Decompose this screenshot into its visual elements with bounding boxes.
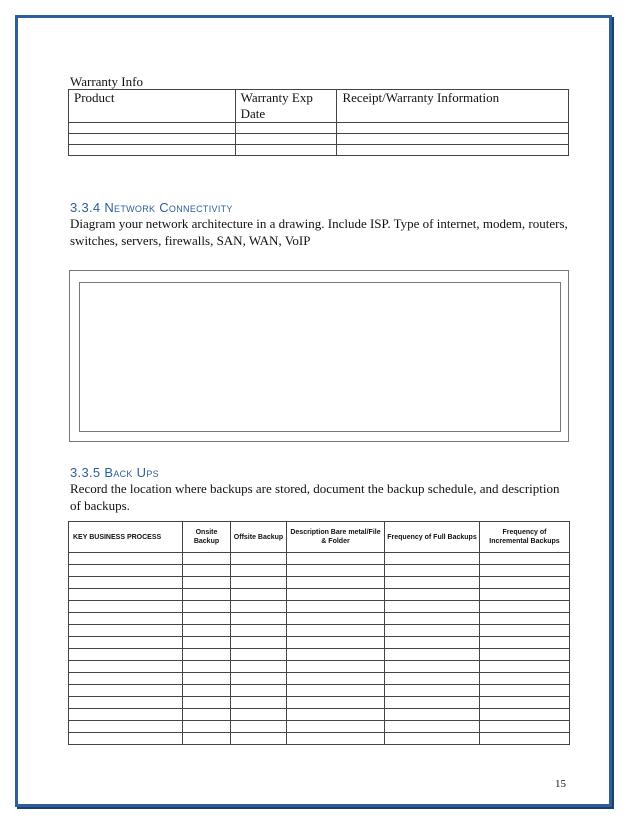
table-cell[interactable] [69,553,183,565]
table-row [69,565,570,577]
warranty-table [68,89,569,156]
table-row [69,577,570,589]
table-cell[interactable] [231,637,287,649]
table-cell[interactable] [183,721,231,733]
warranty-header-row [69,90,569,123]
table-cell[interactable] [287,661,385,673]
table-cell[interactable] [69,123,236,134]
table-cell[interactable] [183,565,231,577]
table-cell[interactable] [287,601,385,613]
table-cell[interactable] [385,721,480,733]
table-cell[interactable] [480,565,570,577]
table-cell[interactable] [337,123,569,134]
table-cell[interactable] [385,673,480,685]
table-cell[interactable] [183,709,231,721]
table-cell[interactable] [480,697,570,709]
backups-header-offsite: Offsite Backup [231,522,287,553]
table-cell[interactable] [183,553,231,565]
table-cell[interactable] [287,577,385,589]
table-cell[interactable] [480,673,570,685]
table-cell[interactable] [231,649,287,661]
table-cell[interactable] [231,577,287,589]
table-cell[interactable] [69,613,183,625]
table-cell[interactable] [183,601,231,613]
table-cell[interactable] [69,134,236,145]
table-cell[interactable] [69,721,183,733]
backups-header-full-frequency: Frequency of Full Backups [385,522,480,553]
backups-section-title [70,465,159,480]
network-section-number: 3.3.4 [70,200,101,215]
table-cell[interactable] [385,601,480,613]
network-section-title [70,200,233,215]
table-cell[interactable] [231,625,287,637]
table-cell[interactable] [69,733,183,745]
table-cell[interactable] [385,565,480,577]
table-cell[interactable] [183,661,231,673]
table-row [69,613,570,625]
table-cell[interactable] [231,721,287,733]
table-row [69,685,570,697]
table-cell[interactable] [287,553,385,565]
table-cell[interactable] [183,589,231,601]
table-cell[interactable] [69,601,183,613]
table-cell[interactable] [480,613,570,625]
table-row [69,733,570,745]
table-cell[interactable] [287,565,385,577]
table-row [69,625,570,637]
table-cell[interactable] [385,661,480,673]
table-cell[interactable] [287,697,385,709]
warranty-header-product: Product [69,90,236,123]
backups-table [68,521,570,745]
table-cell[interactable] [480,721,570,733]
network-description: Diagram your network architecture in a drawing. Include ISP. Type of internet, modem, routers, switches, servers, firewalls, SAN, WAN, VoIP [70,216,568,248]
table-cell[interactable] [287,673,385,685]
backups-header-incremental-frequency: Frequency of Incremental Backups [480,522,570,553]
table-cell[interactable] [69,697,183,709]
table-cell[interactable] [480,577,570,589]
table-cell[interactable] [385,625,480,637]
table-cell[interactable] [385,589,480,601]
table-cell[interactable] [183,685,231,697]
table-cell[interactable] [69,577,183,589]
table-cell[interactable] [337,134,569,145]
table-cell[interactable] [231,601,287,613]
table-cell[interactable] [183,613,231,625]
table-cell[interactable] [235,134,337,145]
backups-table-body [69,553,570,745]
table-cell[interactable] [287,733,385,745]
table-cell[interactable] [69,649,183,661]
table-cell[interactable] [385,577,480,589]
table-cell[interactable] [385,613,480,625]
table-cell[interactable] [385,697,480,709]
table-cell[interactable] [385,685,480,697]
table-cell[interactable] [385,733,480,745]
table-cell[interactable] [231,673,287,685]
table-cell[interactable] [287,721,385,733]
table-cell[interactable] [231,553,287,565]
table-cell[interactable] [480,625,570,637]
table-row [69,709,570,721]
table-cell[interactable] [183,577,231,589]
table-cell[interactable] [231,589,287,601]
table-cell[interactable] [287,709,385,721]
table-cell[interactable] [480,661,570,673]
table-cell[interactable] [287,589,385,601]
table-row [69,697,570,709]
table-row [69,145,569,156]
backups-header-onsite: Onsite Backup [183,522,231,553]
table-cell[interactable] [337,145,569,156]
backups-header-row [69,522,570,553]
table-cell[interactable] [69,709,183,721]
table-cell[interactable] [287,685,385,697]
table-row [69,589,570,601]
table-cell[interactable] [69,625,183,637]
table-cell[interactable] [69,589,183,601]
table-cell[interactable] [287,637,385,649]
table-cell[interactable] [480,649,570,661]
table-cell[interactable] [287,649,385,661]
table-cell[interactable] [183,697,231,709]
table-cell[interactable] [231,613,287,625]
table-row [69,123,569,134]
warranty-header-exp-date: Warranty Exp Date [235,90,337,123]
table-cell[interactable] [183,637,231,649]
table-cell[interactable] [231,709,287,721]
table-row [69,601,570,613]
table-cell[interactable] [385,649,480,661]
table-cell[interactable] [385,709,480,721]
table-cell[interactable] [231,685,287,697]
table-cell[interactable] [183,733,231,745]
table-cell[interactable] [183,625,231,637]
table-cell[interactable] [183,649,231,661]
table-cell[interactable] [287,613,385,625]
table-cell[interactable] [183,673,231,685]
table-cell[interactable] [287,625,385,637]
table-row [69,721,570,733]
table-cell[interactable] [69,685,183,697]
table-cell[interactable] [69,661,183,673]
network-section-heading: Network Connectivity [104,200,233,215]
table-cell[interactable] [69,637,183,649]
table-cell[interactable] [231,733,287,745]
backups-header-description: Description Bare metal/File & Folder [287,522,385,553]
table-cell[interactable] [480,637,570,649]
backups-header-process: KEY BUSINESS PROCESS [69,522,183,553]
table-cell[interactable] [235,145,337,156]
table-row [69,134,569,145]
warranty-header-receipt: Receipt/Warranty Information [337,90,569,123]
backups-section-heading: Back Ups [104,465,159,480]
table-cell[interactable] [480,685,570,697]
table-row [69,661,570,673]
table-cell[interactable] [69,673,183,685]
warranty-info-label: Warranty Info [70,74,143,89]
table-cell[interactable] [480,589,570,601]
table-row [69,553,570,565]
page-number: 15 [555,778,566,790]
table-row [69,649,570,661]
table-cell[interactable] [69,145,236,156]
table-cell[interactable] [480,709,570,721]
backups-section-number: 3.3.5 [70,465,101,480]
table-row [69,637,570,649]
table-cell[interactable] [385,637,480,649]
table-cell[interactable] [231,661,287,673]
table-cell[interactable] [231,565,287,577]
backups-description: Record the location where backups are stored, document the backup schedule, and description of backups. [70,481,560,513]
table-cell[interactable] [69,565,183,577]
table-cell[interactable] [235,123,337,134]
table-row [69,673,570,685]
table-cell[interactable] [385,553,480,565]
table-cell[interactable] [231,697,287,709]
table-cell[interactable] [480,601,570,613]
table-cell[interactable] [480,733,570,745]
network-diagram-area[interactable] [79,282,561,432]
table-cell[interactable] [480,553,570,565]
